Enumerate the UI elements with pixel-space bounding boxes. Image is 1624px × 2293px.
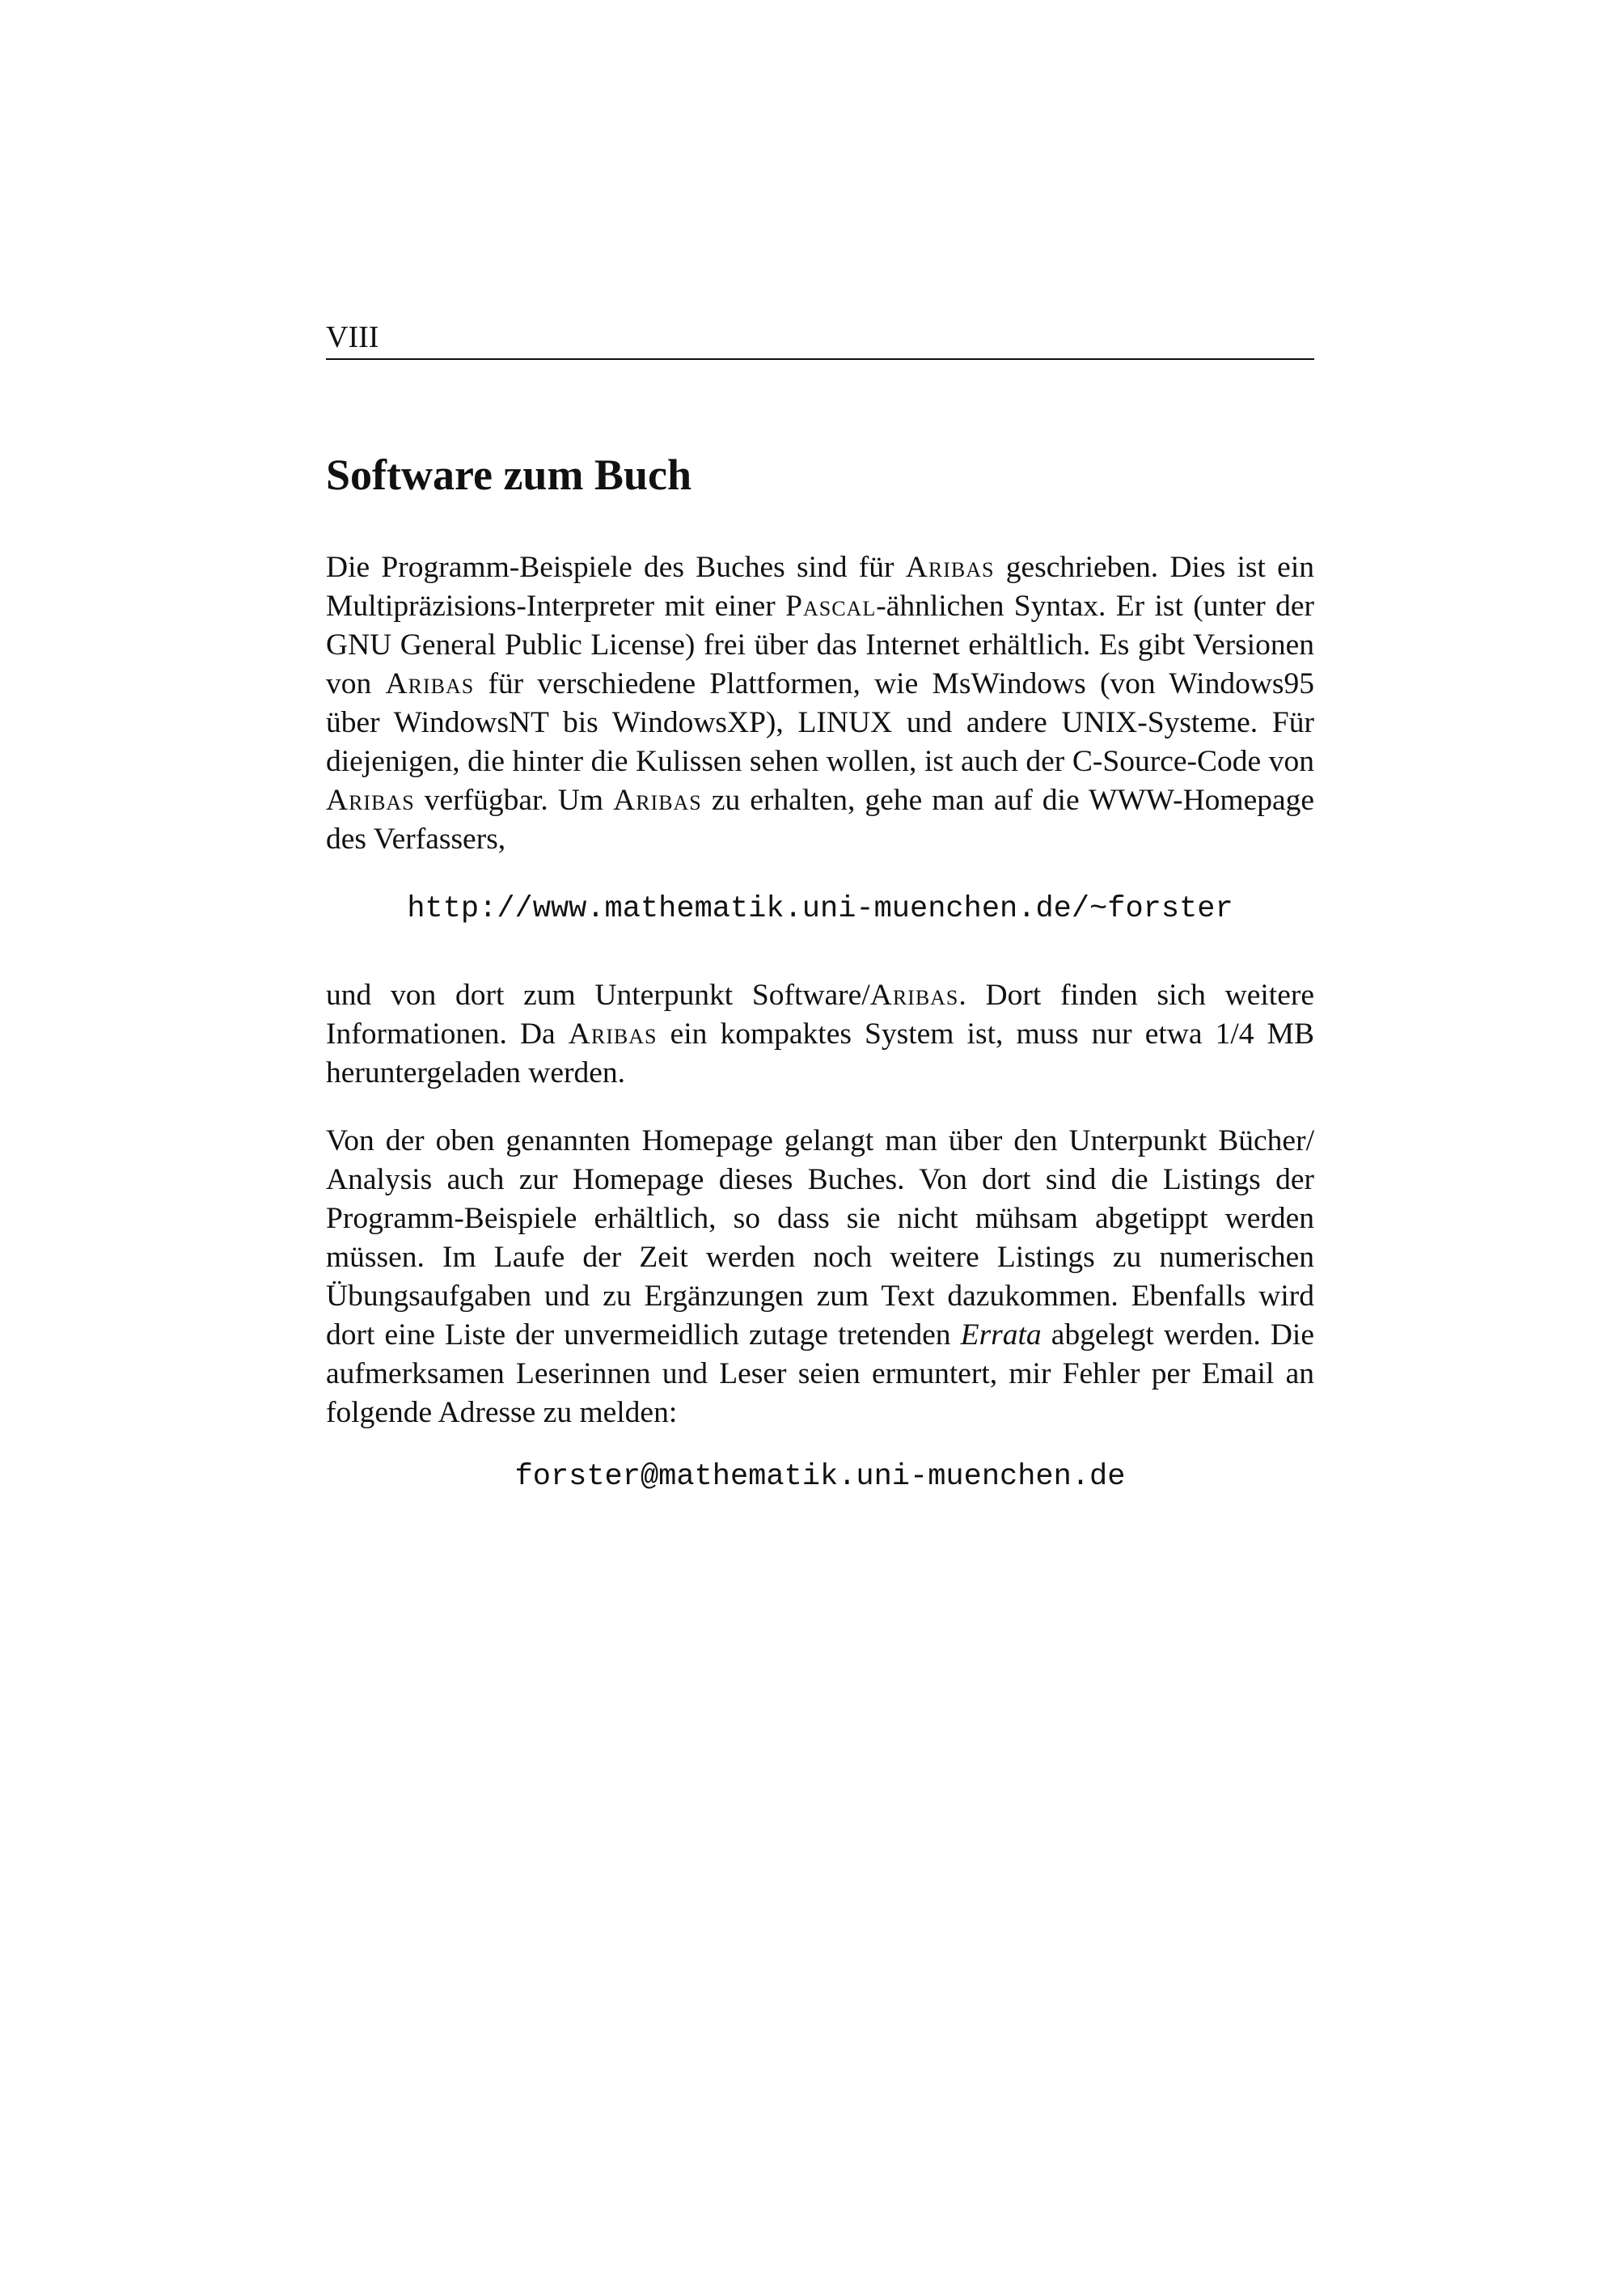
text-run: Die Programm-Beispiele des Buches sind für [326, 551, 906, 584]
language-name-pascal: Pascal [785, 590, 877, 623]
software-name-aribas: Aribas [385, 667, 475, 700]
chapter-title: Software zum Buch [326, 451, 691, 499]
text-run: zu erhalten, gehe man auf die WWW-Homepage des Verfassers, [326, 784, 1314, 856]
text-run: ein kompaktes System ist, muss nur etwa 1/4 MB heruntergeladen werden. [326, 1017, 1314, 1089]
running-head [326, 319, 1314, 360]
errata-term: Errata [960, 1318, 1042, 1352]
software-name-aribas: Aribas [568, 1017, 658, 1051]
paragraph-intro-text [326, 548, 1314, 859]
text-run: -ähnlichen Syntax. Er ist (unter der GNU General Public License) frei über das Internet erhältlich. Es gibt Versionen von [326, 590, 1314, 700]
text-run: verfügbar. Um [414, 784, 614, 817]
paragraph-listings [326, 1122, 1314, 1432]
author-email: forster@mathematik.uni-muenchen.de [514, 1460, 1126, 1494]
paragraph-download-text [326, 976, 1314, 1093]
software-name-aribas: Aribas [613, 784, 702, 817]
text-run: . Dort finden sich weitere Informationen. Da [326, 979, 1314, 1051]
book-page [326, 0, 1314, 2293]
page-number: VIII [326, 320, 379, 354]
software-name-aribas: Aribas [905, 551, 995, 584]
software-name-aribas: Aribas [326, 784, 415, 817]
text-run: und von dort zum Unterpunkt Software/ [326, 979, 870, 1012]
text-run: abgelegt werden. Die aufmerksamen Leserinnen und Leser seien ermuntert, mir Fehler per Email an folgende Adresse zu melden: [326, 1318, 1314, 1429]
paragraph-listings-text [326, 1122, 1314, 1432]
homepage-url: http://www.mathematik.uni-muenchen.de/~forster [407, 892, 1233, 926]
text-run: geschrieben. Dies ist ein Multipräzisions-Interpreter mit einer [326, 551, 1314, 623]
paragraph-intro [326, 548, 1314, 859]
text-run: für verschiedene Plattformen, wie MsWindows (von Windows95 über WindowsNT bis WindowsXP), LINUX und andere UNIX-Systeme. Für diejenigen, die hinter die Kulissen sehen wollen, ist auch der C-Source-Code von [326, 667, 1315, 778]
software-name-aribas: Aribas [869, 979, 959, 1012]
text-run: Von der oben genannten Homepage gelangt man über den Unterpunkt Bücher/ Analysis auch zur Homepage dieses Buches. Von dort sind die Listings der Programm-Beispiele erhältlich, so dass sie nicht mühsam abgetippt werden müssen. Im Laufe der Zeit werden noch weitere Listings zu numerischen Übungsaufgaben und zu Ergänzungen zum Text dazukommen. Ebenfalls wird dort eine Liste der unvermeidlich zutage tretenden [326, 1124, 1314, 1352]
paragraph-download [326, 976, 1314, 1093]
